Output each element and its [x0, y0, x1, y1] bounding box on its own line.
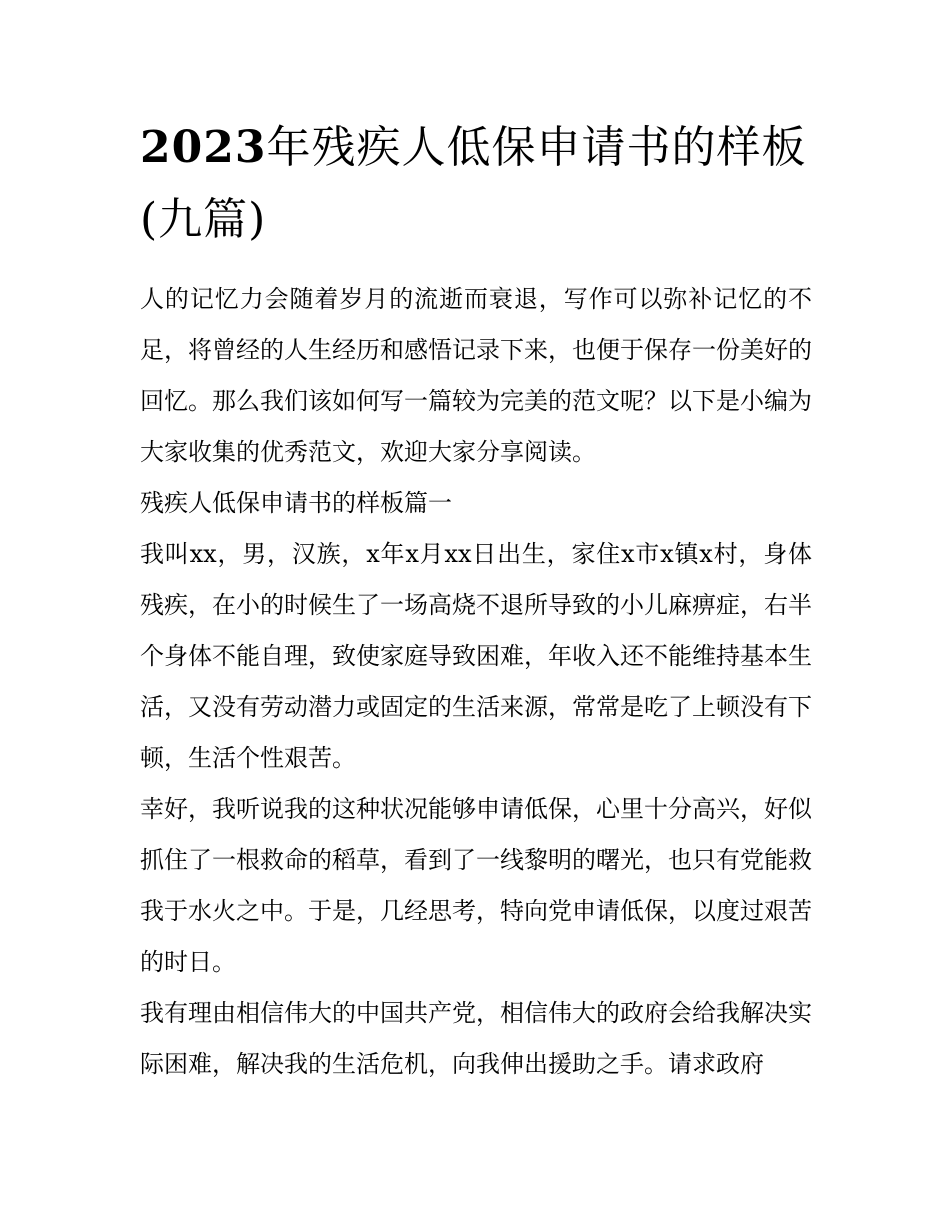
body-paragraph-2: 幸好，我听说我的这种状况能够申请低保，心里十分高兴，好似抓住了一根救命的稻草，看到了一线黎明的曙光，也只有党能救我于水火之中。于是，几经思考，特向党申请低保，以度过艰苦的时日。	[140, 795, 812, 976]
document-page	[140, 112, 812, 1090]
body-paragraph-3: 我有理由相信伟大的中国共产党，相信伟大的政府会给我解决实际困难，解决我的生活危机，向我伸出援助之手。请求政府	[140, 999, 812, 1078]
intro-paragraph: 人的记忆力会随着岁月的流逝而衰退，写作可以弥补记忆的不足，将曾经的人生经历和感悟记录下来，也便于保存一份美好的回忆。那么我们该如何写一篇较为完美的范文呢？以下是小编为大家收集的优秀范文，欢迎大家分享阅读。	[140, 285, 812, 466]
section-heading: 残疾人低保申请书的样板篇一	[140, 489, 452, 517]
document-title	[140, 112, 812, 256]
title-text: 年残疾人低保申请书的样板(九篇)	[140, 122, 807, 245]
title-year: 2023	[140, 122, 267, 173]
body-paragraph-1: 我叫xx，男，汉族，x年x月xx日出生，家住x市x镇x村，身体残疾，在小的时候生了一场高烧不退所导致的小儿麻痹症，右半个身体不能自理，致使家庭导致困难，年收入还不能维持基本生活，又没有劳动潜力或固定的生活来源，常常是吃了上顿没有下顿，生活个性艰苦。	[140, 540, 812, 772]
